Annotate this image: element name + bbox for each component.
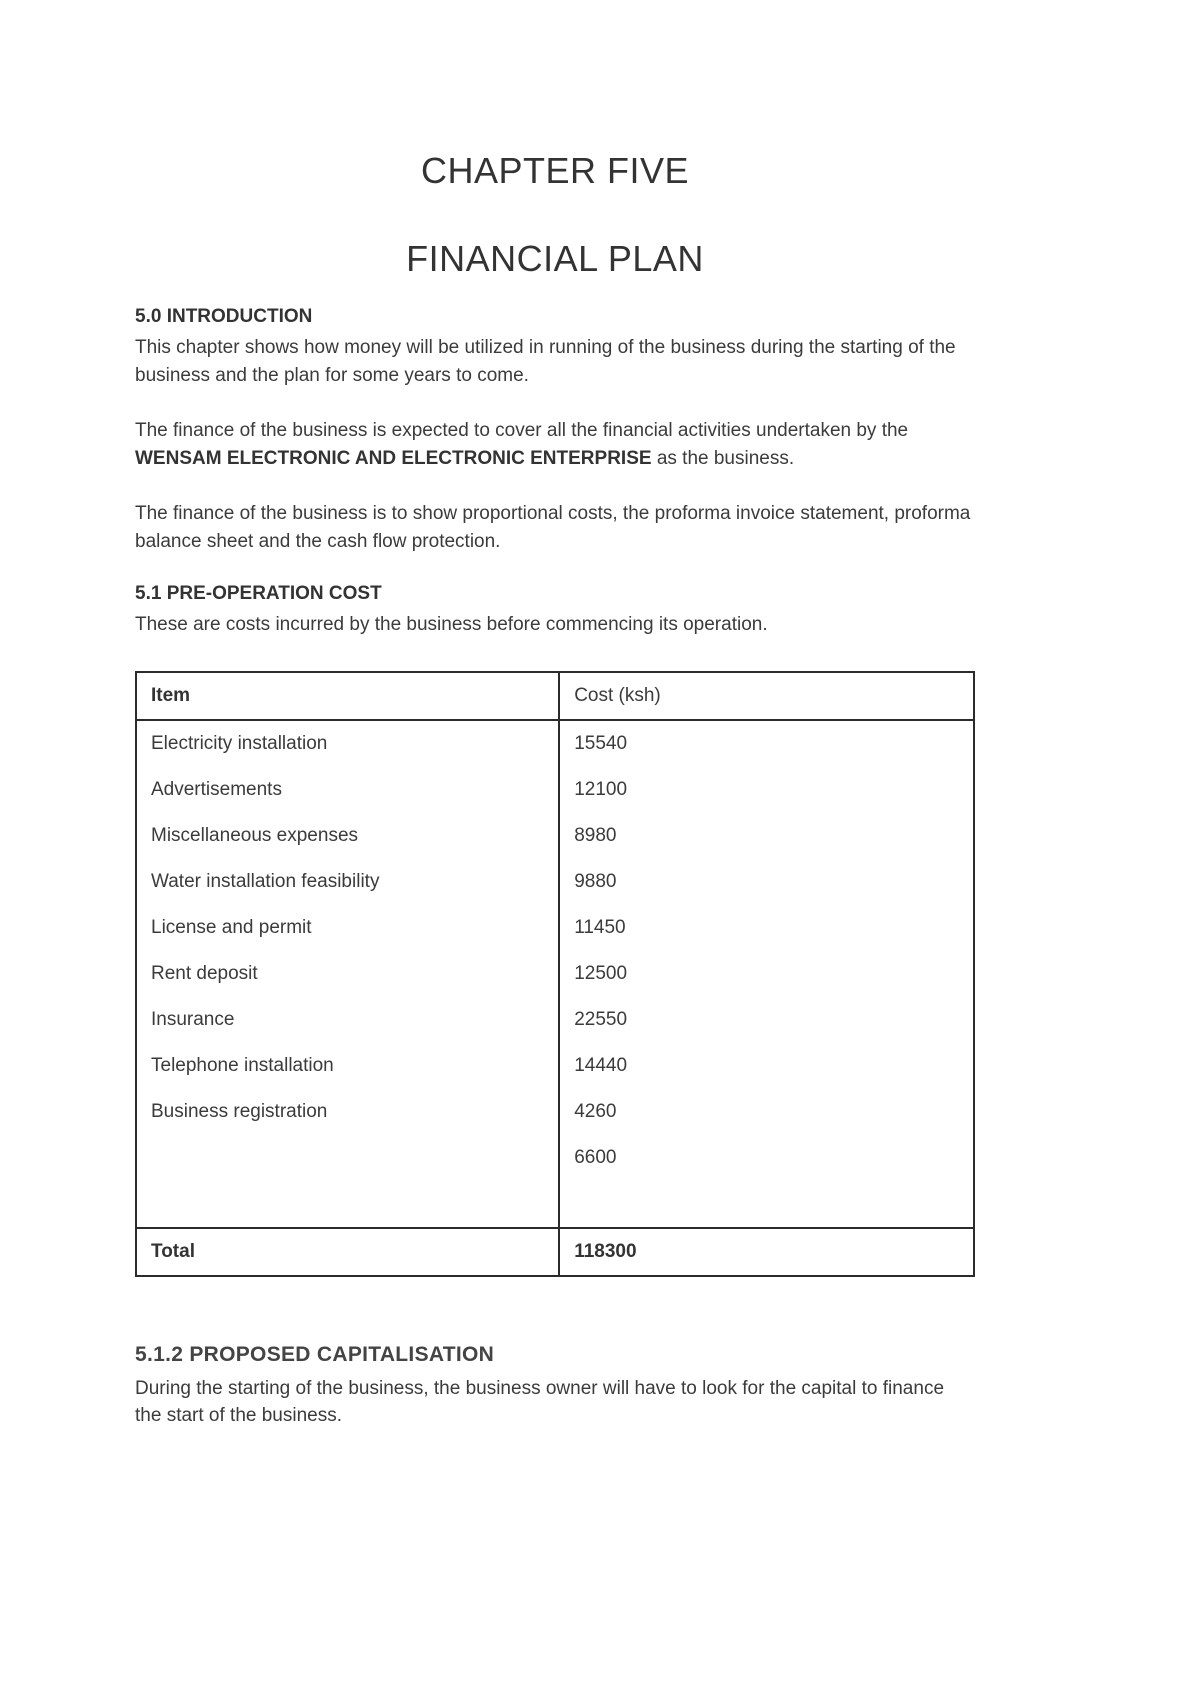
- total-value: 118300: [559, 1228, 974, 1276]
- cost-table-header-row: [136, 672, 974, 720]
- cost-cell: 12500: [574, 962, 628, 984]
- cost-cell: 4260: [574, 1100, 617, 1122]
- item-cell: Business registration: [136, 1089, 559, 1135]
- cost-table-body: [136, 720, 974, 1228]
- item-cell: Rent deposit: [136, 951, 559, 997]
- cost-cell: 14440: [574, 1054, 628, 1076]
- cost-cell: 22550: [574, 1008, 628, 1030]
- table-row: [136, 1181, 974, 1228]
- item-cell: Electricity installation: [136, 720, 559, 767]
- intro-paragraph-3: The finance of the business is to show proportional costs, the proforma invoice statement, proforma balance sheet and the cash flow protection.: [135, 503, 971, 552]
- table-row: [136, 859, 974, 905]
- cost-cell: [559, 1181, 974, 1228]
- pre-operation-heading: 5.1 PRE-OPERATION COST: [135, 583, 382, 605]
- item-cell: Water installation feasibility: [136, 859, 559, 905]
- business-name: WENSAM ELECTRONIC AND ELECTRONIC ENTERPRISE: [135, 447, 652, 469]
- cost-cell: 15540: [574, 732, 628, 754]
- item-cell: Insurance: [136, 997, 559, 1043]
- table-row: [136, 720, 974, 767]
- table-row: [136, 905, 974, 951]
- total-label: Total: [136, 1228, 559, 1276]
- item-cell: Miscellaneous expenses: [136, 813, 559, 859]
- cost-table-head: [136, 672, 974, 720]
- pre-operation-description: These are costs incurred by the business before commencing its operation.: [135, 614, 768, 636]
- table-row: [136, 767, 974, 813]
- cost-cell: 8980: [574, 824, 617, 846]
- cost-cell: 6600: [574, 1146, 617, 1168]
- intro-paragraph-1: This chapter shows how money will be utilized in running of the business during the starting of the business and the plan for some years to come.: [135, 337, 956, 386]
- column-header-item: Item: [136, 672, 559, 720]
- cost-cell: 11450: [574, 916, 626, 938]
- table-row: [136, 951, 974, 997]
- item-cell: [136, 1135, 559, 1181]
- capitalisation-heading: 5.1.2 PROPOSED CAPITALISATION: [135, 1342, 495, 1366]
- intro-paragraph-2-end: as the business.: [651, 447, 795, 469]
- table-row: [136, 1089, 974, 1135]
- chapter-title: CHAPTER FIVE: [420, 150, 690, 191]
- item-cell: [136, 1181, 559, 1228]
- column-header-cost: Cost (ksh): [559, 672, 974, 720]
- item-cell: License and permit: [136, 905, 559, 951]
- capitalisation-paragraph: During the starting of the business, the business owner will have to look for the capital to finance the start of the business.: [135, 1377, 945, 1427]
- intro-paragraph-2: [135, 417, 975, 472]
- table-row: [136, 997, 974, 1043]
- intro-paragraph-2-start: The finance of the business is expected to cover all the financial activities undertaken by the: [135, 420, 909, 442]
- cost-table-foot: [136, 1228, 974, 1276]
- cost-cell: 12100: [574, 778, 628, 800]
- cost-table-total-row: [136, 1228, 974, 1276]
- table-row: [136, 1043, 974, 1089]
- item-cell: Telephone installation: [136, 1043, 559, 1089]
- document-title: FINANCIAL PLAN: [406, 238, 704, 279]
- intro-heading: 5.0 INTRODUCTION: [135, 306, 313, 327]
- table-row: [136, 1135, 974, 1181]
- cost-cell: 9880: [574, 870, 617, 892]
- table-row: [136, 813, 974, 859]
- pre-operation-cost-table: [135, 671, 975, 1277]
- item-cell: Advertisements: [136, 767, 559, 813]
